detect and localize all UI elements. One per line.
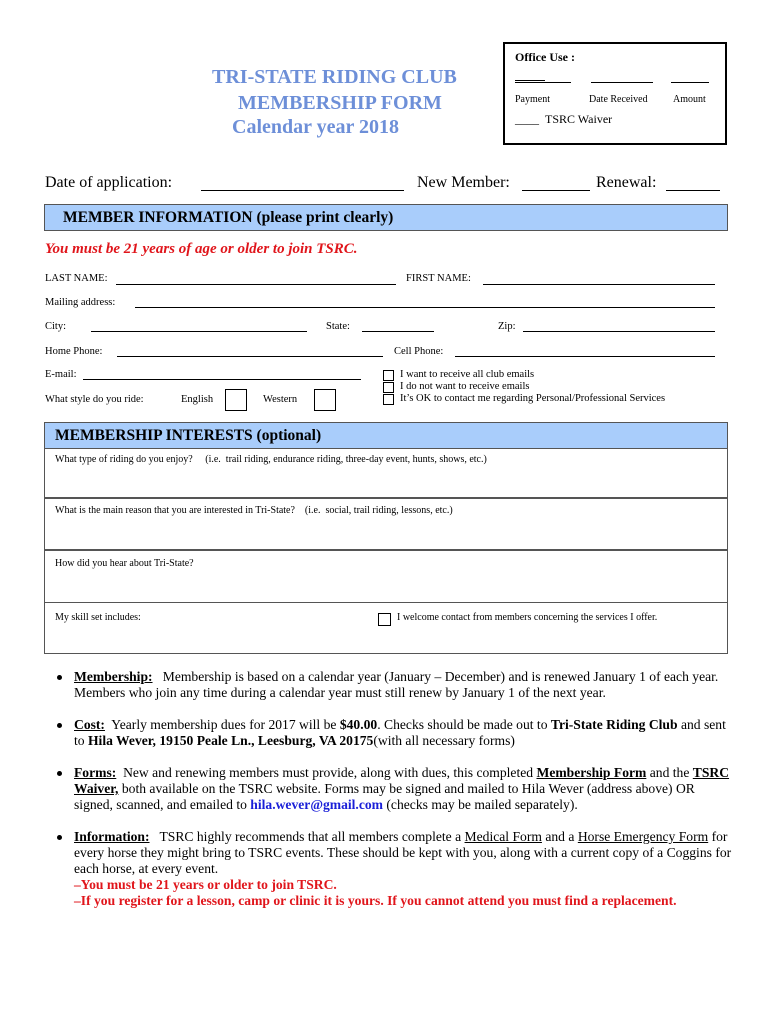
date-received-blank[interactable] bbox=[591, 82, 653, 83]
cost-text-2: . Checks should be made out to bbox=[377, 717, 548, 732]
forms-text-1: New and renewing members must provide, along with dues, this completed bbox=[123, 765, 534, 780]
renewal-field[interactable] bbox=[666, 190, 720, 191]
amount-label: Amount bbox=[673, 94, 706, 105]
member-information-header bbox=[44, 204, 728, 231]
state-label: State: bbox=[326, 321, 350, 332]
english-label: English bbox=[181, 394, 214, 405]
information-bullet bbox=[52, 829, 732, 909]
form-title-line2: MEMBERSHIP FORM bbox=[238, 92, 442, 114]
office-use-heading: Office Use : bbox=[515, 50, 575, 64]
contact-email-link[interactable]: hila.wever@gmail.com bbox=[250, 797, 383, 812]
forms-bullet bbox=[52, 765, 732, 813]
office-payment-blank[interactable] bbox=[515, 80, 545, 81]
info-text-3: for every horse they might bring to TSRC events. These should be kept with you, along with a current copy of a Coggins for each horse, at every event. bbox=[74, 829, 732, 876]
payment-label: Payment bbox=[515, 94, 550, 105]
forms-text-2: and the bbox=[649, 765, 690, 780]
date-received-label: Date Received bbox=[589, 94, 648, 105]
email-opt-none-label: I do not want to receive emails bbox=[400, 381, 530, 392]
home-phone-label: Home Phone: bbox=[45, 346, 103, 357]
western-label: Western bbox=[263, 394, 298, 405]
information-bullet-label: Information: bbox=[74, 829, 150, 844]
state-field[interactable] bbox=[362, 331, 434, 332]
tsrc-waiver-label: TSRC Waiver bbox=[545, 112, 613, 126]
payment-blank[interactable] bbox=[515, 82, 571, 83]
cell-phone-field[interactable] bbox=[455, 356, 715, 357]
home-phone-field[interactable] bbox=[117, 356, 383, 357]
city-field[interactable] bbox=[91, 331, 307, 332]
forms-text-3: both available on the TSRC website. Forms may be signed and mailed to Hila Wever (address above) OR signed, scanned, and emailed to bbox=[74, 781, 695, 812]
renewal-label: Renewal: bbox=[596, 174, 657, 191]
first-name-label: FIRST NAME: bbox=[406, 273, 471, 284]
cost-bullet bbox=[52, 717, 732, 749]
medical-form-link[interactable]: Medical Form bbox=[464, 829, 542, 844]
welcome-contact-checkbox[interactable] bbox=[378, 613, 391, 626]
membership-bullet-text: Membership is based on a calendar year (January – December) and is renewed January 1 of each year. Members who join any time during a calendar year must still renew by January 1 of the next year. bbox=[74, 669, 719, 700]
last-name-field[interactable] bbox=[116, 284, 396, 285]
tsrc-waiver-link[interactable]: TSRC Waiver, bbox=[74, 765, 730, 796]
cost-payee: Tri-State Riding Club bbox=[550, 717, 678, 732]
office-use-box bbox=[503, 42, 727, 145]
interest-reason-question: What is the main reason that you are interested in Tri-State? (i.e. social, trail riding, lessons, etc.) bbox=[55, 505, 453, 516]
riding-type-question: What type of riding do you enjoy? (i.e. trail riding, endurance riding, three-day event, hunts, shows, etc.) bbox=[55, 454, 487, 465]
membership-bullet-label: Membership: bbox=[74, 669, 153, 684]
info-text-1: TSRC highly recommends that all members complete a bbox=[159, 829, 462, 844]
email-opt-none-checkbox[interactable] bbox=[383, 382, 394, 393]
email-opt-all-label: I want to receive all club emails bbox=[400, 369, 535, 380]
tsrc-waiver-blank[interactable]: ____ bbox=[515, 112, 539, 126]
city-label: City: bbox=[45, 321, 67, 332]
last-name-label: LAST NAME: bbox=[45, 273, 108, 284]
riding-type-box[interactable] bbox=[44, 448, 728, 498]
date-of-application-field[interactable] bbox=[201, 190, 404, 191]
skill-set-question: My skill set includes: bbox=[55, 612, 141, 623]
first-name-field[interactable] bbox=[483, 284, 715, 285]
email-opt-all-checkbox[interactable] bbox=[383, 370, 394, 381]
membership-form-link[interactable]: Membership Form bbox=[536, 765, 647, 780]
member-information-title: MEMBER INFORMATION (please print clearly) bbox=[63, 209, 394, 226]
cost-text-4: (with all necessary forms) bbox=[373, 733, 515, 748]
english-checkbox[interactable] bbox=[225, 389, 247, 411]
membership-bullet bbox=[52, 669, 732, 701]
info-text-2: and a bbox=[545, 829, 575, 844]
hear-about-question: How did you hear about Tri-State? bbox=[55, 558, 194, 569]
cell-phone-label: Cell Phone: bbox=[394, 346, 444, 357]
email-label: E-mail: bbox=[45, 369, 77, 380]
email-field[interactable] bbox=[83, 379, 361, 380]
skill-set-box[interactable] bbox=[44, 602, 728, 654]
new-member-label: New Member: bbox=[417, 174, 510, 191]
zip-label: Zip: bbox=[498, 321, 516, 332]
email-opt-services-checkbox[interactable] bbox=[383, 394, 394, 405]
amount-blank[interactable] bbox=[671, 82, 709, 83]
mailing-address-label: Mailing address: bbox=[45, 297, 116, 308]
hear-about-box[interactable] bbox=[44, 550, 728, 602]
membership-interests-title: MEMBERSHIP INTERESTS (optional) bbox=[55, 427, 322, 444]
email-opt-services-label: It’s OK to contact me regarding Personal/Professional Services bbox=[400, 393, 666, 404]
cost-bullet-label: Cost: bbox=[74, 717, 105, 732]
age-notice: You must be 21 years of age or older to join TSRC. bbox=[45, 241, 358, 257]
info-age-warning: –You must be 21 years or older to join TSRC. bbox=[74, 877, 337, 892]
cost-text-3: and sent to bbox=[74, 717, 726, 748]
membership-interests-header bbox=[44, 422, 728, 449]
mailing-address-field[interactable] bbox=[135, 307, 715, 308]
form-title-line1: TRI-STATE RIDING CLUB bbox=[212, 66, 457, 88]
new-member-field[interactable] bbox=[522, 190, 590, 191]
cost-text-1: Yearly membership dues for 2017 will be bbox=[111, 717, 337, 732]
welcome-contact-label: I welcome contact from members concerning the services I offer. bbox=[397, 612, 658, 623]
forms-bullet-label: Forms: bbox=[74, 765, 117, 780]
cost-address: Hila Wever, 19150 Peale Ln., Leesburg, VA 20175 bbox=[87, 733, 374, 748]
zip-field[interactable] bbox=[523, 331, 715, 332]
interest-reason-box[interactable] bbox=[44, 498, 728, 550]
date-of-application-label: Date of application: bbox=[45, 174, 173, 191]
cost-amount: $40.00 bbox=[339, 717, 378, 732]
forms-text-4: (checks may be mailed separately). bbox=[386, 797, 578, 812]
riding-style-label: What style do you ride: bbox=[45, 394, 144, 405]
info-bullets bbox=[52, 669, 732, 909]
horse-emergency-form-link[interactable]: Horse Emergency Form bbox=[577, 829, 709, 844]
western-checkbox[interactable] bbox=[314, 389, 336, 411]
form-title-line3: Calendar year 2018 bbox=[232, 116, 400, 138]
info-registration-warning: –If you register for a lesson, camp or clinic it is yours. If you cannot attend you must find a replacement. bbox=[74, 893, 677, 908]
